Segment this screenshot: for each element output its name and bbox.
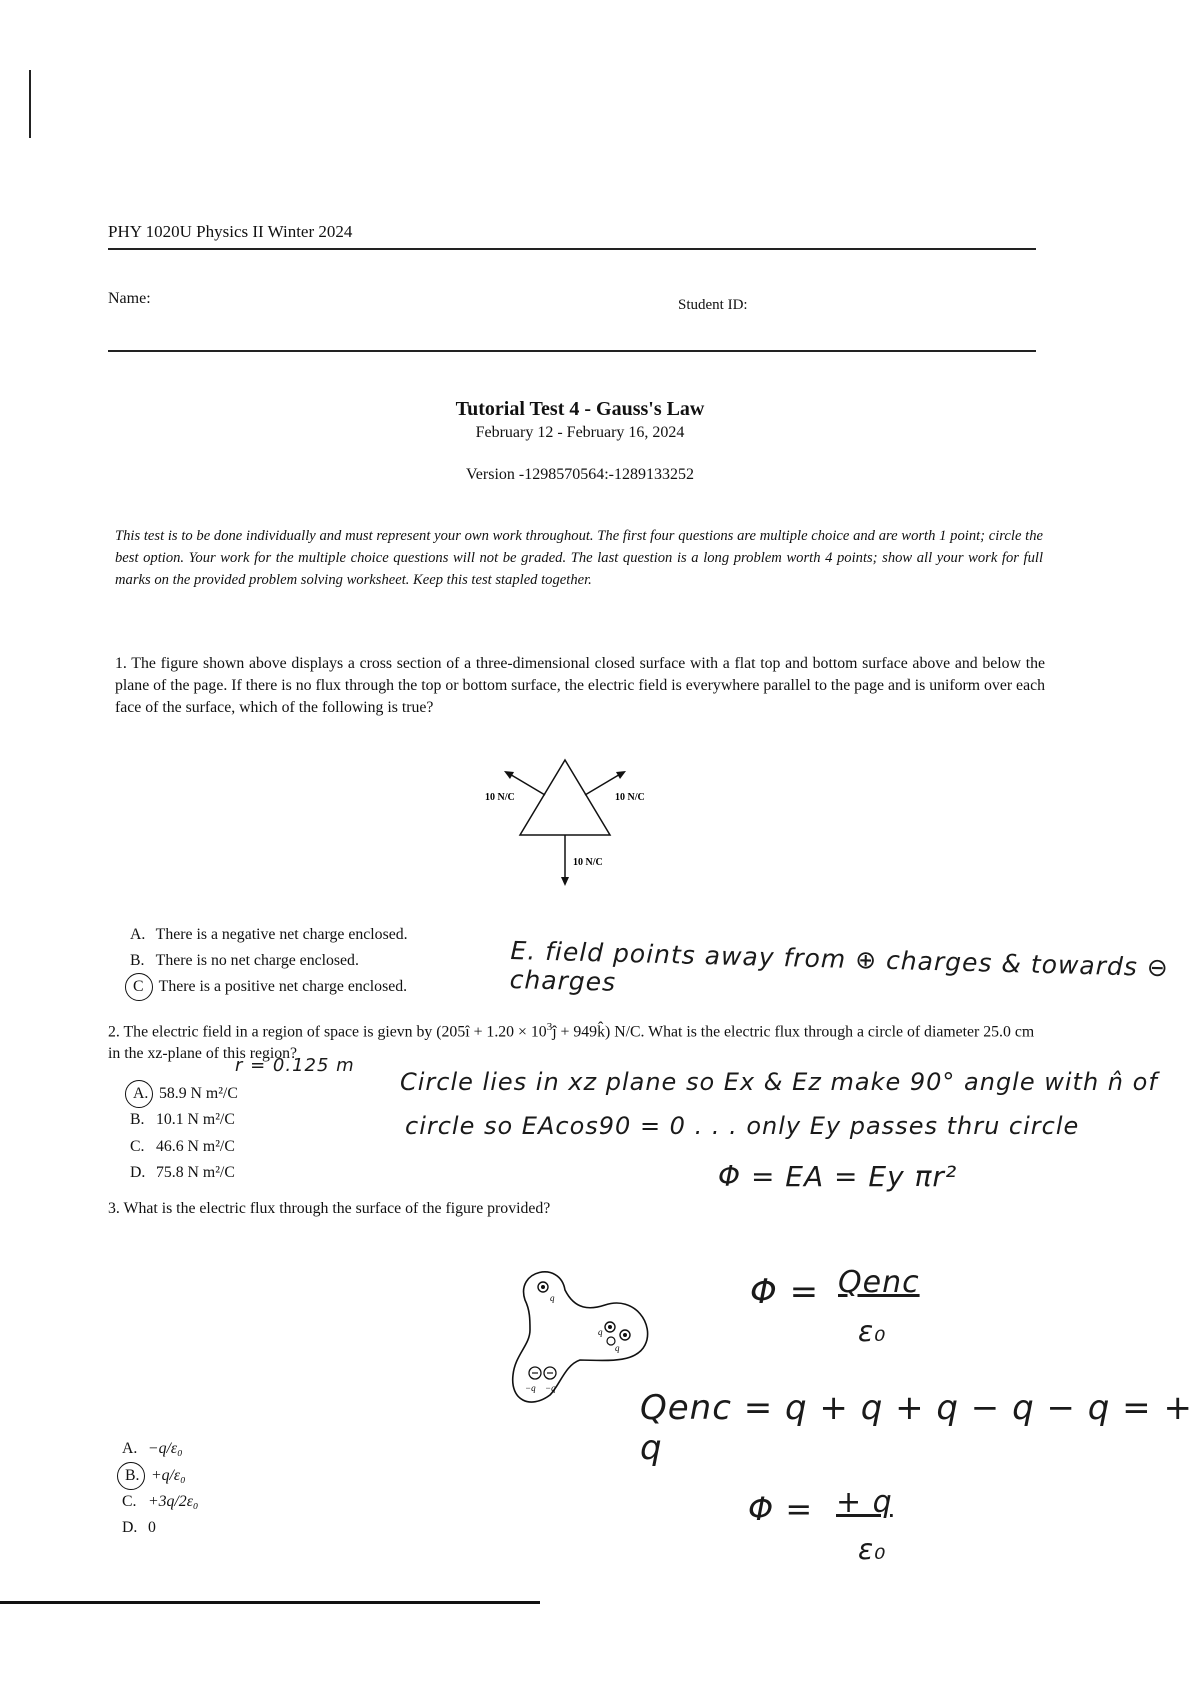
q3-handwritten-eps: ε₀ <box>858 1315 887 1348</box>
course-header: PHY 1020U Physics II Winter 2024 <box>108 222 353 241</box>
figure-label-bottom: 10 N/C <box>573 857 603 868</box>
scan-edge-line <box>0 1601 540 1604</box>
question-3: 3. What is the electric flux through the surface of the figure provided? <box>108 1200 551 1217</box>
q2-handwritten-radius: r = 0.125 m <box>235 1055 355 1076</box>
q3-handwritten-phi-2: Φ = <box>748 1490 814 1528</box>
q3-option-b-circle: B. <box>122 1467 147 1485</box>
q3-handwritten-qenc-line: Qenc = q + q + q − q − q = + q <box>640 1388 1193 1468</box>
triangle-surface <box>520 760 610 835</box>
q3-option-d[interactable]: D. 0 <box>122 1519 156 1536</box>
name-label: Name: <box>108 290 151 307</box>
q2-option-a[interactable]: A. 58.9 N m²/C <box>130 1085 238 1103</box>
header-rule <box>108 248 1036 250</box>
q3-handwritten-qenc: Qenc <box>838 1265 920 1300</box>
q2-option-d[interactable]: D. 75.8 N m²/C <box>130 1164 235 1181</box>
q1-option-b[interactable]: B. There is no net charge enclosed. <box>130 952 359 969</box>
q3-option-b[interactable]: B. +q/ε₀ <box>122 1467 186 1485</box>
svg-text:q: q <box>550 1293 555 1303</box>
svg-text:q: q <box>598 1327 603 1337</box>
figure-label-left: 10 N/C <box>485 792 515 803</box>
test-title: Tutorial Test 4 - Gauss's Law <box>455 398 705 420</box>
test-dates: February 12 - February 16, 2024 <box>475 424 685 441</box>
svg-text:−q: −q <box>545 1383 556 1393</box>
q3-handwritten-phi: Φ = <box>750 1272 820 1312</box>
q2-option-c[interactable]: C. 46.6 N m²/C <box>130 1138 235 1155</box>
test-version: Version -1298570564:-1289133252 <box>466 466 694 483</box>
question-2: 2. The electric field in a region of space is gievn by (205î + $1.20 \times 10^3ĵ$ + 949k̂) N/C. What is the electric flux through a circle of diameter 25.0 cm in the xz-plane of this region? <box>108 1021 1035 1063</box>
q1-handwritten-note: E. field points away from ⊕ charges & towards ⊖ charges <box>509 935 1170 997</box>
q2-handwritten-line-2: circle so EAcos90 = 0 . . . only Ey passes thru circle <box>405 1112 1080 1140</box>
name-rule <box>108 350 1036 352</box>
instructions: This test is to be done individually and must represent your own work throughout. The first four questions are multiple choice and are worth 1 point; circle the best option. Your work for the multiple choice questions will not be graded. The last question is a long problem worth 4 points; show all your work for full marks on the provided problem solving worksheet. Keep this test stapled together. <box>115 528 1043 588</box>
charge-q-right-3 <box>607 1337 615 1345</box>
svg-text:−q: −q <box>525 1383 536 1393</box>
q3-handwritten-plus-q: + q <box>836 1485 893 1520</box>
q1-option-c[interactable]: C There is a positive net charge enclosed. <box>130 978 407 996</box>
q2-option-a-circle: A. <box>130 1085 155 1103</box>
question-1-text: The figure shown above displays a cross section of a three-dimensional closed surface with a flat top and bottom surface above and below the plane of the page. If there is no flux through the top or bottom surface, the electric field is everywhere parallel to the page and is uniform over each face of the surface, which of the following is true? <box>115 655 1045 716</box>
q2-option-b[interactable]: B. 10.1 N m²/C <box>130 1111 235 1128</box>
q3-handwritten-eps-2: ε₀ <box>858 1533 887 1566</box>
svg-text:q: q <box>615 1343 620 1353</box>
q2-handwritten-line-1: Circle lies in xz plane so Ex & Ez make 90° angle with n̂ of <box>400 1068 1158 1096</box>
q3-option-c[interactable]: C. +3q/2ε₀ <box>122 1493 199 1510</box>
q1-option-c-circle: C <box>130 978 155 996</box>
q1-option-a[interactable]: A. There is a negative net charge enclosed. <box>130 926 408 943</box>
q2-handwritten-line-3: Φ = EA = Ey πr² <box>718 1160 958 1193</box>
question-1-figure <box>470 755 670 890</box>
margin-mark <box>29 70 31 138</box>
q3-option-a[interactable]: A. −q/ε₀ <box>122 1440 183 1457</box>
figure-label-right: 10 N/C <box>615 792 645 803</box>
student-id-label: Student ID: <box>678 297 748 313</box>
question-1 <box>115 653 1045 719</box>
question-1-number: 1. <box>115 655 127 672</box>
